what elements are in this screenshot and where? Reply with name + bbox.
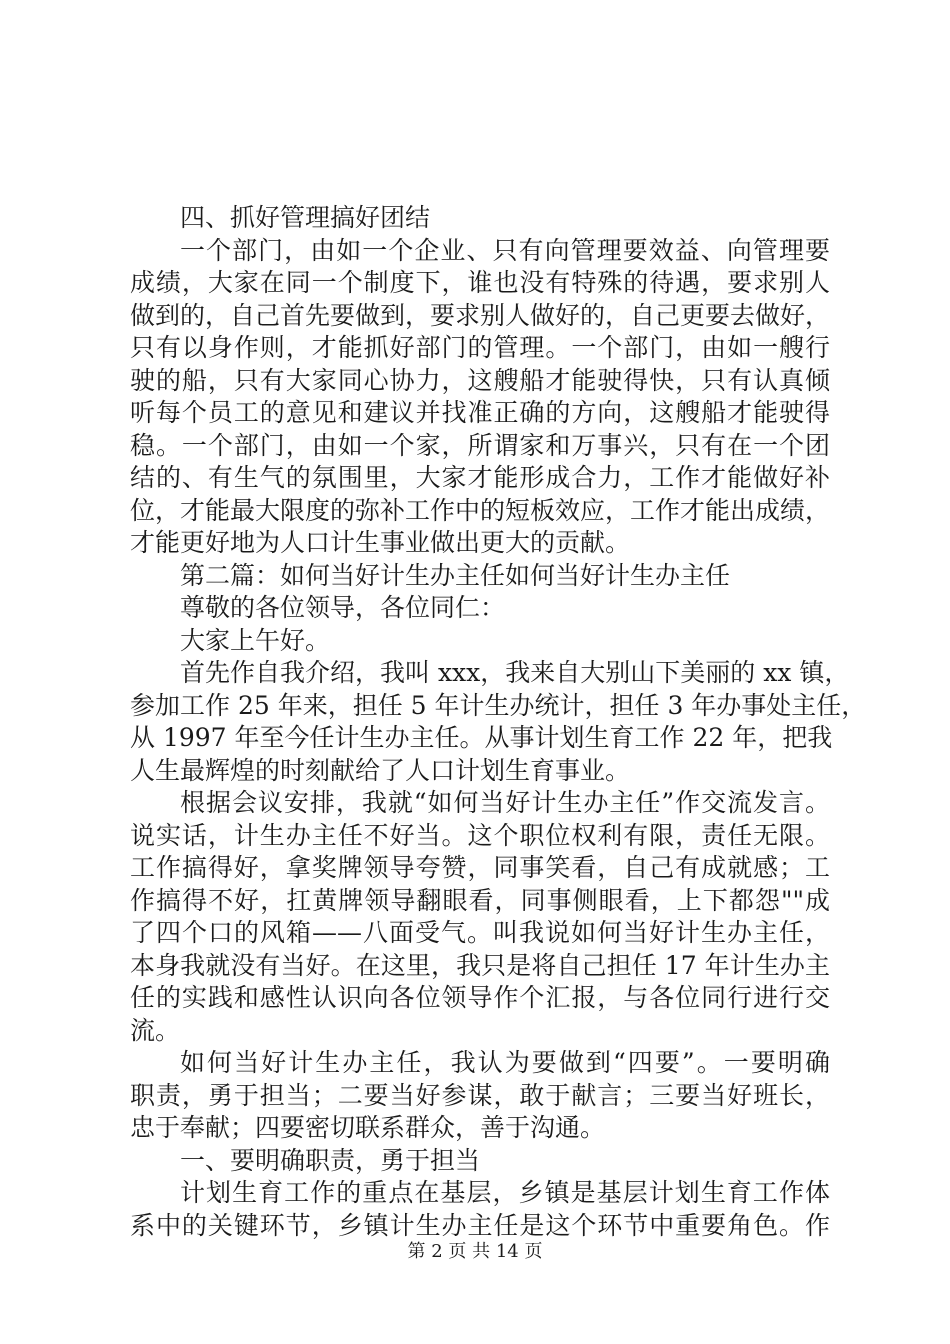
text-line: 一、要明确职责，勇于担当 [180, 1145, 481, 1175]
text-line: 工作搞得好，拿奖牌领导夸赞，同事笑看，自己有成就感；工 [130, 853, 830, 882]
text-line: 从 1997 年至今任计生办主任。从事计划生育工作 22 年，把我 [130, 723, 833, 752]
text-line: 听每个员工的意见和建议并找准正确的方向，这艘船才能驶得 [130, 398, 830, 427]
text-line: 才能更好地为人口计生事业做出更大的贡献。 [130, 528, 631, 557]
text-line: 四、抓好管理搞好团结 [180, 203, 431, 232]
text-line: 作搞得不好，扛黄牌领导翻眼看，同事侧眼看，上下都怨""成 [130, 885, 830, 915]
text-line: 流。 [130, 1015, 181, 1045]
text-line: 计划生育工作的重点在基层，乡镇是基层计划生育工作体 [180, 1178, 830, 1207]
text-line: 驶的船，只有大家同心协力，这艘船才能驶得快，只有认真倾 [130, 365, 830, 395]
text-line: 首先作自我介绍，我叫 xxx，我来自大别山下美丽的 xx 镇， [180, 658, 850, 687]
text-line: 参加工作 25 年来，担任 5 年计生办统计，担任 3 年办事处主任， [130, 690, 867, 720]
text-line: 职责，勇于担当；二要当好参谋，敢于献言；三要当好班长， [130, 1080, 830, 1110]
text-line: 根据会议安排，我就“如何当好计生办主任”作交流发言。 [180, 788, 830, 817]
text-line: 大家上午好。 [180, 625, 331, 655]
text-line: 忠于奉献；四要密切联系群众，善于沟通。 [130, 1113, 606, 1142]
document-body [130, 202, 867, 1242]
text-line: 了四个口的风箱——八面受气。叫我说如何当好计生办主任， [130, 918, 830, 947]
text-line: 说实话，计生办主任不好当。这个职位权利有限，责任无限。 [130, 820, 830, 850]
text-line: 人生最辉煌的时刻献给了人口计划生育事业。 [130, 755, 631, 785]
text-line: 只有以身作则，才能抓好部门的管理。一个部门，由如一艘行 [130, 333, 830, 362]
text-line: 第二篇：如何当好计生办主任如何当好计生办主任 [180, 560, 731, 590]
text-line: 任的实践和感性认识向各位领导作个汇报，与各位同行进行交 [130, 983, 830, 1012]
page-footer: 第 2 页 共 14 页 [407, 1241, 543, 1262]
text-line: 一个部门，由如一个企业、只有向管理要效益、向管理要 [180, 235, 830, 265]
text-line: 位，才能最大限度的弥补工作中的短板效应，工作才能出成绩， [130, 495, 831, 525]
text-line: 成绩，大家在同一个制度下，谁也没有特殊的待遇，要求别人 [130, 268, 830, 297]
text-line: 结的、有生气的氛围里，大家才能形成合力，工作才能做好补 [130, 463, 830, 492]
text-line: 稳。一个部门，由如一个家，所谓家和万事兴，只有在一个团 [130, 430, 830, 460]
text-line: 如何当好计生办主任，我认为要做到“四要”。一要明确 [180, 1048, 830, 1077]
text-line: 尊敬的各位领导，各位同仁： [180, 593, 506, 622]
text-line: 系中的关键环节，乡镇计生办主任是这个环节中重要角色。作 [130, 1210, 830, 1240]
text-line: 本身我就没有当好。在这里，我只是将自己担任 17 年计生办主 [130, 950, 830, 980]
text-line: 做到的，自己首先要做到，要求别人做好的，自己更要去做好， [130, 300, 831, 330]
